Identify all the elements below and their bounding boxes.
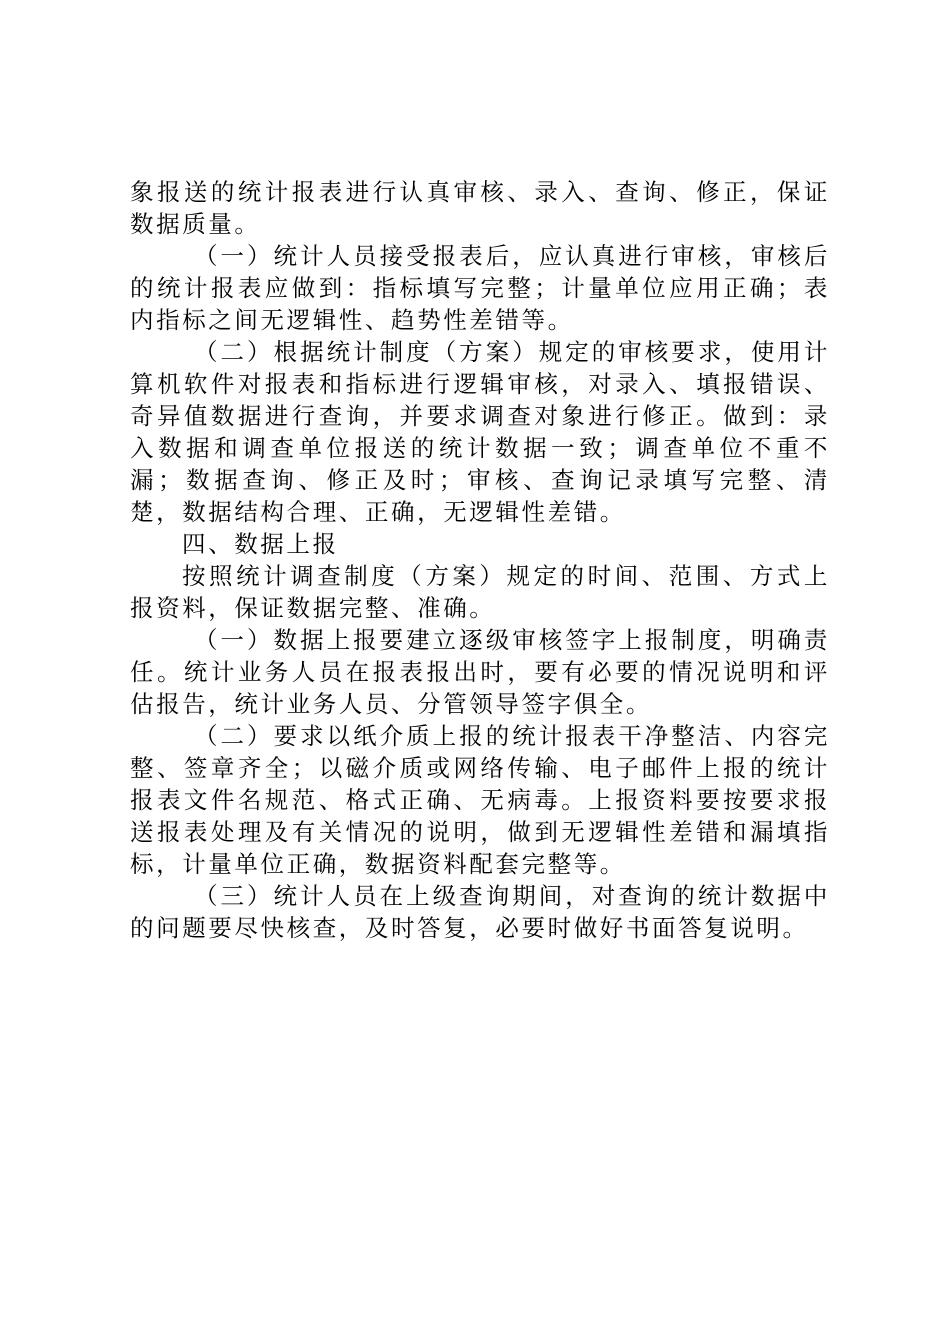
- paragraph-report-2: （二）要求以纸介质上报的统计报表干净整洁、内容完整、签章齐全；以磁介质或网络传输、电子邮件上报的统计报表文件名规范、格式正确、无病毒。上报资料要按要求报送报表处理及有关情况的说明，做到无逻辑性差错和漏填指标，计量单位正确，数据资料配套完整等。: [130, 722, 830, 878]
- paragraph-report-1: （一）数据上报要建立逐级审核签字上报制度，明确责任。统计业务人员在报表报出时，要有必要的情况说明和评估报告，统计业务人员、分管领导签字俱全。: [130, 626, 830, 718]
- paragraph-report-intro: 按照统计调查制度（方案）规定的时间、范围、方式上报资料，保证数据完整、准确。: [130, 562, 830, 622]
- paragraph-review-2: （二）根据统计制度（方案）规定的审核要求，使用计算机软件对报表和指标进行逻辑审核，对录入、填报错误、奇异值数据进行查询，并要求调查对象进行修正。做到：录入数据和调查单位报送的统计数据一致；调查单位不重不漏；数据查询、修正及时；审核、查询记录填写完整、清楚，数据结构合理、正确，无逻辑性差错。: [130, 338, 830, 526]
- paragraph-report-3: （三）统计人员在上级查询期间，对查询的统计数据中的问题要尽快核查，及时答复，必要时做好书面答复说明。: [130, 882, 830, 942]
- section-heading-data-report: 四、数据上报: [182, 530, 339, 558]
- paragraph-review-1: （一）统计人员接受报表后，应认真进行审核，审核后的统计报表应做到：指标填写完整；计量单位应用正确；表内指标之间无逻辑性、趋势性差错等。: [130, 242, 830, 334]
- document-body: [130, 176, 830, 944]
- paragraph-continuation: 象报送的统计报表进行认真审核、录入、查询、修正，保证数据质量。: [130, 178, 830, 238]
